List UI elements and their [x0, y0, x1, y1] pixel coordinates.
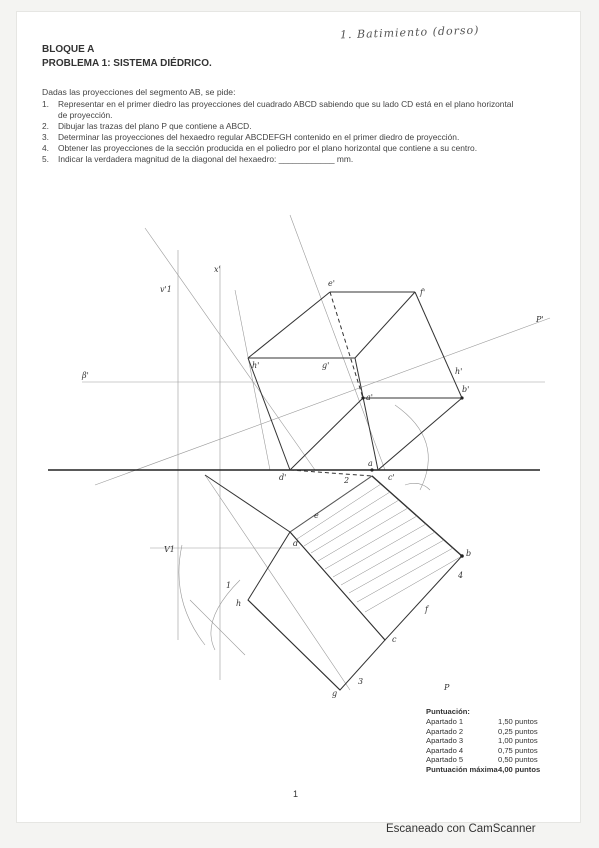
task-text: Representar en el primer diedro las proyecciones del cuadrado ABCD sabiendo que su lado CD está en el plano horizontal de proyección.: [58, 99, 514, 120]
label-b: b: [466, 549, 472, 558]
scoring-value: 0,75 puntos: [498, 745, 538, 755]
task-number: 5.: [42, 154, 49, 164]
scoring-row: [426, 746, 576, 756]
handwritten-note: 1. Batimiento (dorso): [339, 23, 480, 42]
scoring-total-label: Puntuación máxima: [426, 764, 498, 774]
label-num3: 3: [358, 677, 364, 686]
scoring-table: [426, 707, 576, 774]
label-e1: e': [328, 279, 335, 288]
label-f: f: [425, 605, 428, 614]
scoring-row: [426, 717, 576, 727]
scoring-label: Apartado 3: [426, 736, 464, 745]
scoring-label: Apartado 1: [426, 717, 464, 726]
block-title: BLOQUE A: [42, 44, 95, 55]
label-num2: 2: [344, 476, 350, 485]
scoring-value: 0,25 puntos: [498, 726, 538, 736]
scanner-watermark: Escaneado con CamScanner: [386, 823, 536, 835]
scoring-value: 1,00 puntos: [498, 736, 538, 745]
scoring-label: Apartado 5: [426, 755, 464, 764]
label-h1: h': [252, 361, 260, 370]
page-number: 1: [293, 789, 299, 799]
construction-lines: [82, 215, 550, 690]
label-num1: 1: [226, 581, 232, 590]
label-h: h: [236, 599, 242, 608]
label-f1: f': [420, 288, 426, 297]
scoring-row: [426, 727, 576, 737]
label-v1: v'1: [160, 285, 172, 294]
scoring-value: 0,50 puntos: [498, 755, 538, 764]
scoring-title: Puntuación:: [426, 707, 470, 716]
label-x1: x': [214, 265, 221, 274]
label-d1: d': [279, 473, 287, 482]
task-text: Determinar las proyecciones del hexaedro regular ABCDEFGH contenido en el primer diedro de proyección.: [58, 132, 460, 142]
scoring-label: Apartado 4: [426, 745, 464, 755]
scoring-value: 1,50 puntos: [498, 717, 538, 726]
label-P1: P': [536, 315, 544, 324]
label-trace-left: β': [82, 371, 89, 380]
task-number: 1.: [42, 99, 49, 109]
section-hatching: [290, 476, 462, 612]
scoring-total-row: [426, 765, 576, 775]
label-a: a: [368, 459, 373, 468]
vertical-projection: [248, 292, 462, 470]
scoring-total-value: 4,00 puntos: [498, 764, 541, 774]
task-text: Dibujar las trazas del plano P que contiene a ABCD.: [58, 121, 252, 131]
label-e: e: [314, 511, 319, 520]
scoring-row: [426, 755, 576, 765]
label-a1: a': [366, 393, 373, 402]
task-text: Obtener las proyecciones de la sección producida en el poliedro por el plano horizontal que contiene a su centro.: [58, 143, 478, 153]
label-b1: b': [462, 385, 470, 394]
label-g: g: [332, 689, 338, 698]
label-P: P: [444, 683, 450, 692]
task-number: 2.: [42, 121, 49, 131]
task-number: 4.: [42, 143, 49, 153]
label-d: d: [293, 539, 299, 548]
intro-text: Dadas las proyecciones del segmento AB, se pide:: [42, 87, 236, 97]
horizontal-projection: [205, 470, 462, 690]
label-c1: c': [388, 473, 395, 482]
label-v1-lower: V1: [164, 545, 175, 554]
problem-title: PROBLEMA 1: SISTEMA DIÉDRICO.: [42, 58, 212, 69]
scoring-row: [426, 736, 576, 746]
label-h1-right: h': [455, 367, 463, 376]
label-c: c: [392, 635, 397, 644]
label-num4: 4: [458, 571, 464, 580]
label-g1: g': [322, 361, 330, 370]
task-text: Indicar la verdadera magnitud de la diagonal del hexaedro: ____________ mm.: [58, 154, 354, 164]
task-number: 3.: [42, 132, 49, 142]
scoring-label: Apartado 2: [426, 726, 464, 736]
